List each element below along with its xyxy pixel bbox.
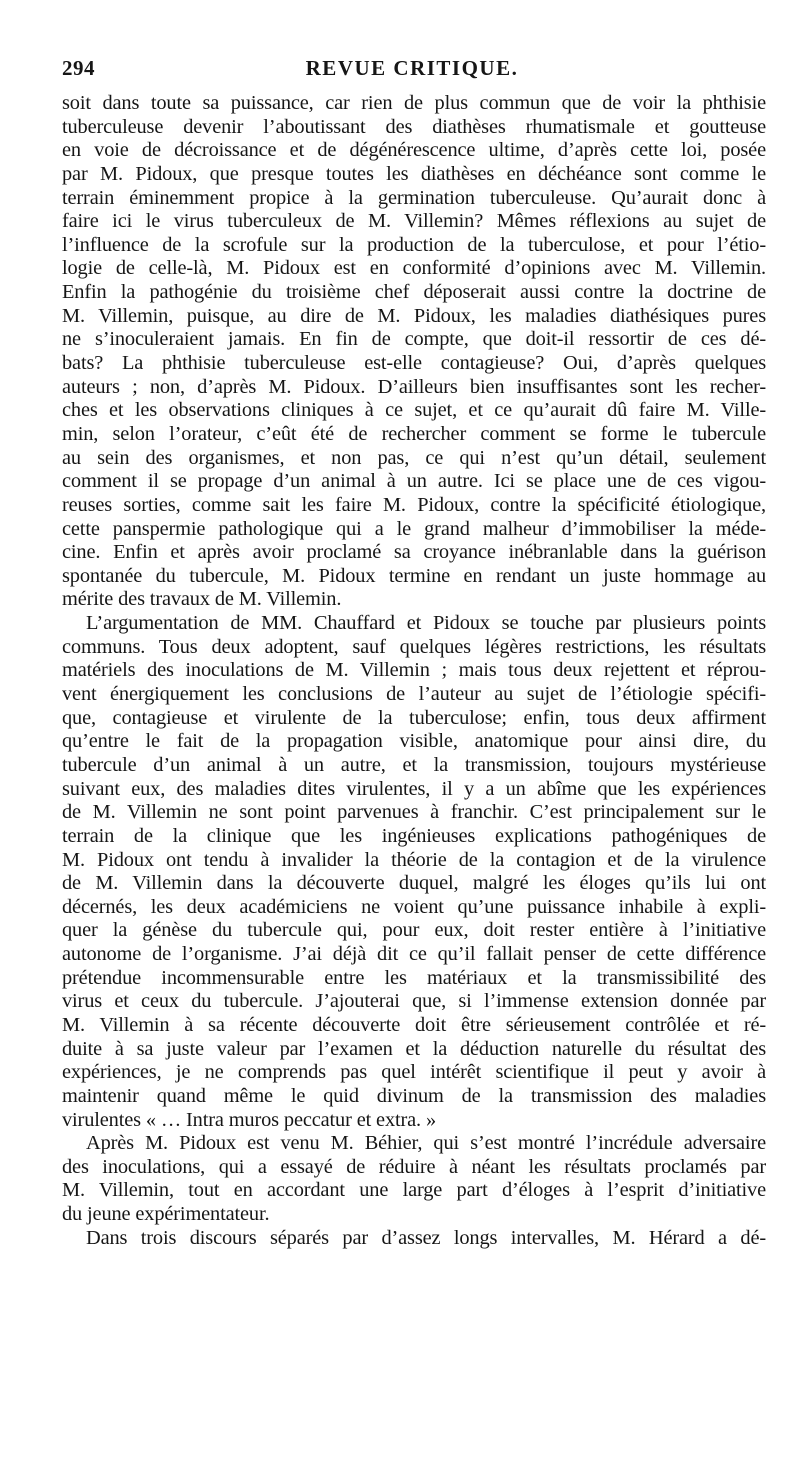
text-line: tuberculeuse devenir l’aboutissant des diathèses rhumatismale et goutteuse [62,115,766,138]
text-line: soit dans toute sa puissance, car rien de plus commun que de voir la phthisie [62,92,766,114]
text-line: tubercule d’un animal à un autre, et la transmission, toujours mystérieuse [62,753,766,776]
text-line: M. Villemin, tout en accordant une large part d’éloges à l’esprit d’initiative [62,1179,766,1202]
text-line: M. Pidoux ont tendu à invalider la théorie de la contagion et de la virulence [62,848,766,871]
text-line: en voie de décroissance et de dégénérescence ultime, d’après cette loi, posée [62,139,766,162]
text-line: reuses sorties, comme sait les faire M. Pidoux, contre la spécificité étiologique, [62,493,766,516]
text-line: autonome de l’organisme. J’ai déjà dit ce qu’il fallait penser de cette différence [62,943,766,966]
text-line: ne s’inoculeraient jamais. En fin de compte, que doit-il ressortir de ces dé- [62,328,766,351]
text-line: vent énergiquement les conclusions de l’auteur au sujet de l’étiologie spécifi- [62,683,766,706]
text-line: par M. Pidoux, que presque toutes les diathèses en déchéance sont comme le [62,162,766,185]
page-number: 294 [62,56,95,80]
text-line: auteurs ; non, d’après M. Pidoux. D’ailleurs bien insuffisantes sont les recher- [62,375,766,398]
text-line: comment il se propage d’un animal à un autre. Ici se place une de ces vigou- [62,470,766,493]
text-line: que, contagieuse et virulente de la tuberculose; enfin, tous deux affirment [62,706,766,729]
text-line: logie de celle-là, M. Pidoux est en conformité d’opinions avec M. Villemin. [62,257,766,280]
text-line: L’argumentation de MM. Chauffard et Pidoux se touche par plusieurs points [86,612,766,635]
running-title: REVUE CRITIQUE. [305,56,519,80]
text-line: expériences, je ne comprends pas quel intérêt scientifique il peut y avoir à [62,1061,766,1084]
text-line: quer la génèse du tubercule qui, pour eux, doit rester entière à l’initiative [62,919,766,942]
text-line: cine. Enfin et après avoir proclamé sa croyance inébranlable dans la guérison [62,541,766,564]
text-line: terrain de la clinique que les ingénieuses explications pathogéniques de [62,824,766,847]
text-line: mérite des travaux de M. Villemin. [62,588,342,611]
text-line: qu’entre le fait de la propagation visible, anatomique pour ainsi dire, du [62,730,766,753]
text-line: spontanée du tubercule, M. Pidoux termine en rendant un juste hommage au [62,564,766,587]
text-line: maintenir quand même le quid divinum de la transmission des maladies [62,1084,766,1107]
text-line: faire ici le virus tuberculeux de M. Villemin? Mêmes réflexions au sujet de [62,210,766,233]
body-text [62,92,766,1250]
text-line: Après M. Pidoux est venu M. Béhier, qui s’est montré l’incrédule adversaire [86,1132,766,1155]
text-line: terrain éminemment propice à la germination tuberculeuse. Qu’aurait donc à [62,186,766,209]
text-line: M. Villemin, puisque, au dire de M. Pidoux, les maladies diathésiques pures [62,304,766,327]
text-line: M. Villemin à sa récente découverte doit être sérieusement contrôlée et ré- [62,1013,766,1036]
text-line: décernés, les deux académiciens ne voient qu’une puissance inhabile à expli- [62,895,766,918]
text-line: duite à sa juste valeur par l’examen et la déduction naturelle du résultat des [62,1037,766,1060]
page-header [62,56,762,84]
text-line: l’influence de la scrofule sur la production de la tuberculose, et pour l’étio- [62,233,766,256]
text-line: des inoculations, qui a essayé de réduire à néant les résultats proclamés par [62,1155,766,1178]
text-line: communs. Tous deux adoptent, sauf quelques légères restrictions, les résultats [62,635,766,658]
text-line: virulentes « … Intra muros peccatur et extra. » [62,1108,437,1131]
text-line: de M. Villemin dans la découverte duquel, malgré les éloges qu’ils lui ont [62,872,766,895]
text-line: Dans trois discours séparés par d’assez longs intervalles, M. Hérard a dé- [86,1226,766,1249]
text-line: du jeune expérimentateur. [62,1203,270,1226]
text-line: min, selon l’orateur, c’eût été de rechercher comment se forme le tubercule [62,422,766,445]
text-line: virus et ceux du tubercule. J’ajouterai que, si l’immense extension donnée par [62,990,766,1013]
text-line: Enfin la pathogénie du troisième chef déposerait aussi contre la doctrine de [62,281,766,304]
text-line: cette panspermie pathologique qui a le grand malheur d’immobiliser la méde- [62,517,766,540]
text-line: matériels des inoculations de M. Villemin ; mais tous deux rejettent et réprou- [62,659,766,682]
text-line: ches et les observations cliniques à ce sujet, et ce qu’aurait dû faire M. Ville- [62,399,766,422]
text-line: bats? La phthisie tuberculeuse est-elle contagieuse? Oui, d’après quelques [62,352,766,375]
text-line: suivant eux, des maladies dites virulentes, il y a un abîme que les expériences [62,777,766,800]
text-line: prétendue incommensurable entre les matériaux et la transmissibilité des [62,966,766,989]
text-line: de M. Villemin ne sont point parvenues à franchir. C’est principalement sur le [62,801,766,824]
text-line: au sein des organismes, et non pas, ce qui n’est qu’un détail, seulement [62,446,766,469]
